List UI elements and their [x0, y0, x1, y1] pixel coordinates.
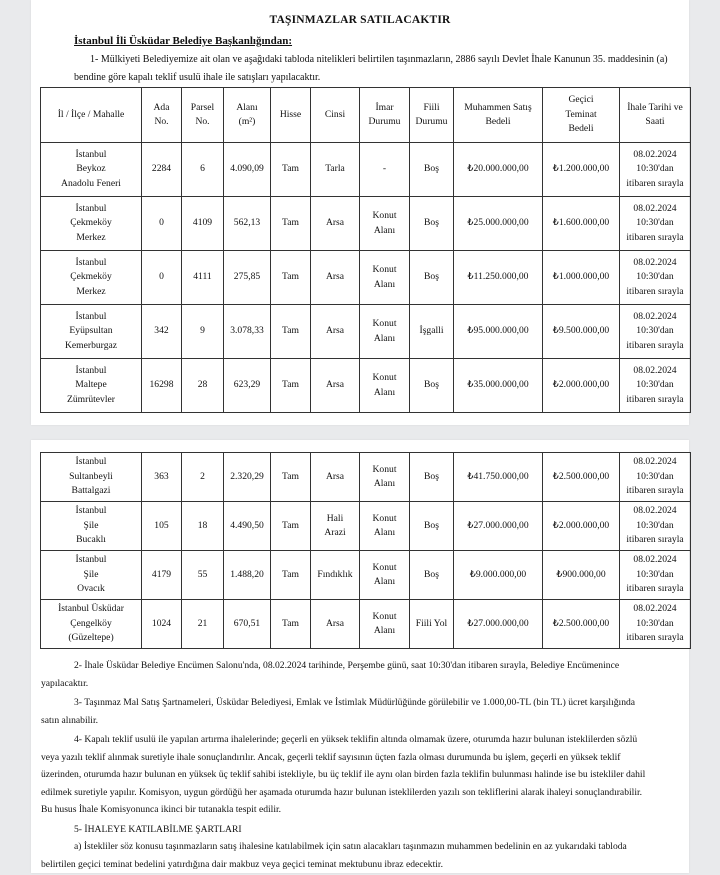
- status-cell: Fiili Yol: [410, 600, 454, 649]
- paragraph-2: 2- İhale Üsküdar Belediye Encümen Salonu'nda, 08.02.2024 tarihinde, Perşembe günü, saat 10:30'dan itibaren sırayla, Belediye Encümenince yapılacaktır.: [41, 660, 620, 689]
- intro-line-1: 1- Mülkiyeti Belediyemize ait olan ve aşağıdaki tabloda nitelikleri belirtilen taşınmazların, 2886 sayılı Devlet İhale Kanunun 35. maddesinin (a): [90, 54, 668, 65]
- ada-cell: 342: [142, 305, 182, 359]
- type-cell: Arsa: [311, 453, 360, 502]
- table-row: [41, 551, 691, 600]
- status-cell: Boş: [410, 453, 454, 502]
- deposit-cell: ₺1.000.000,00: [543, 251, 620, 305]
- area-cell: 4.490,50: [224, 502, 271, 551]
- tender-date-cell: 08.02.2024 10:30'dan itibaren sırayla: [620, 305, 691, 359]
- table-row: [41, 197, 691, 251]
- zoning-cell: Konut Alanı: [360, 359, 410, 413]
- area-cell: 562,13: [224, 197, 271, 251]
- zoning-cell: -: [360, 143, 410, 197]
- status-cell: Boş: [410, 197, 454, 251]
- type-cell: Tarla: [311, 143, 360, 197]
- paragraph-3: 3- Taşınmaz Mal Satış Şartnameleri, Üsküdar Belediyesi, Emlak ve İstimlak Müdürlüğünde görülebilir ve 1.000,00-TL (bin TL) ücret karşılığında satın alınabilir.: [41, 697, 636, 726]
- location-cell: İstanbul Şile Bucaklı: [41, 502, 142, 551]
- price-cell: ₺27.000.000,00: [454, 600, 543, 649]
- ada-cell: 2284: [142, 143, 182, 197]
- price-cell: ₺20.000.000,00: [454, 143, 543, 197]
- share-cell: Tam: [271, 600, 311, 649]
- participation-conditions-heading: 5- İHALEYE KATILABİLME ŞARTLARI: [74, 823, 242, 835]
- share-cell: Tam: [271, 197, 311, 251]
- type-cell: Arsa: [311, 305, 360, 359]
- share-cell: Tam: [271, 551, 311, 600]
- tender-date-cell: 08.02.2024 10:30'dan itibaren sırayla: [620, 359, 691, 413]
- col-hisse: Hisse: [271, 88, 311, 143]
- ada-cell: 0: [142, 251, 182, 305]
- tender-date-cell: 08.02.2024 10:30'dan itibaren sırayla: [620, 143, 691, 197]
- area-cell: 275,85: [224, 251, 271, 305]
- zoning-cell: Konut Alanı: [360, 600, 410, 649]
- property-table-continued: [40, 452, 691, 649]
- location-cell: İstanbul Üsküdar Çengelköy (Güzeltepe): [41, 600, 142, 649]
- parsel-cell: 6: [182, 143, 224, 197]
- tender-date-cell: 08.02.2024 10:30'dan itibaren sırayla: [620, 551, 691, 600]
- area-cell: 623,29: [224, 359, 271, 413]
- price-cell: ₺25.000.000,00: [454, 197, 543, 251]
- status-cell: Boş: [410, 502, 454, 551]
- page-title: TAŞINMAZLAR SATILACAKTIR: [269, 14, 451, 26]
- parsel-cell: 21: [182, 600, 224, 649]
- col-teminat: Geçici Teminat Bedeli: [543, 88, 620, 143]
- deposit-cell: ₺9.500.000,00: [543, 305, 620, 359]
- parsel-cell: 28: [182, 359, 224, 413]
- location-cell: İstanbul Beykoz Anadolu Feneri: [41, 143, 142, 197]
- deposit-cell: ₺1.200.000,00: [543, 143, 620, 197]
- deposit-cell: ₺2.500.000,00: [543, 600, 620, 649]
- type-cell: Fındıklık: [311, 551, 360, 600]
- property-table: [40, 87, 691, 413]
- col-imar: İmar Durumu: [360, 88, 410, 143]
- ada-cell: 363: [142, 453, 182, 502]
- ada-cell: 0: [142, 197, 182, 251]
- table-row: [41, 251, 691, 305]
- ada-cell: 4179: [142, 551, 182, 600]
- issuer-heading: İstanbul İli Üsküdar Belediye Başkanlığından:: [74, 35, 293, 47]
- share-cell: Tam: [271, 143, 311, 197]
- status-cell: Boş: [410, 251, 454, 305]
- location-cell: İstanbul Şile Ovacık: [41, 551, 142, 600]
- deposit-cell: ₺900.000,00: [543, 551, 620, 600]
- col-ihale: İhale Tarihi ve Saati: [620, 88, 691, 143]
- price-cell: ₺41.750.000,00: [454, 453, 543, 502]
- status-cell: İşgalli: [410, 305, 454, 359]
- type-cell: Arsa: [311, 359, 360, 413]
- intro-line-2: bendine göre kapalı teklif usulü ihale ile satışları yapılacaktır.: [74, 72, 321, 83]
- zoning-cell: Konut Alanı: [360, 502, 410, 551]
- deposit-cell: ₺2.000.000,00: [543, 359, 620, 413]
- table-row: [41, 453, 691, 502]
- zoning-cell: Konut Alanı: [360, 251, 410, 305]
- ada-cell: 16298: [142, 359, 182, 413]
- table-row: [41, 305, 691, 359]
- area-cell: 4.090,09: [224, 143, 271, 197]
- share-cell: Tam: [271, 359, 311, 413]
- type-cell: Arsa: [311, 197, 360, 251]
- col-alan: Alanı (m²): [224, 88, 271, 143]
- type-cell: Hali Arazi: [311, 502, 360, 551]
- tender-date-cell: 08.02.2024 10:30'dan itibaren sırayla: [620, 600, 691, 649]
- paragraph-4: 4- Kapalı teklif usulü ile yapılan artırma ihalelerinde; geçerli en yüksek teklifin altında olmamak üzere, oturumda hazır bulunan isteklilerden sözlü veya yazılı teklif alınmak suretiyle ihale sonuçlandırılır. Ancak, geçerli teklif sayısının üçten fazla olması durumunda bu işlem, geçerli en yüksek teklif üzerinden, oturumda hazır bulunan en yüksek üç teklif sahibi istekliyle, bu üç teklif ile aynı olan birden fazla teklifin bulunması halinde ise bu istekliler dahil edilmek suretiyle yapılır. Komisyon, uygun gördüğü her aşamada oturumda hazır bulunan isteklilerden yazılı son tekliflerini alarak ihaleyi sonuçlandırabilir. Bu husus İhale Komisyonunca ikinci bir tutanakla tespit edilir.: [41, 734, 646, 815]
- parsel-cell: 4109: [182, 197, 224, 251]
- zoning-cell: Konut Alanı: [360, 551, 410, 600]
- parsel-cell: 18: [182, 502, 224, 551]
- table-row: [41, 143, 691, 197]
- price-cell: ₺35.000.000,00: [454, 359, 543, 413]
- share-cell: Tam: [271, 251, 311, 305]
- parsel-cell: 2: [182, 453, 224, 502]
- location-cell: İstanbul Eyüpsultan Kemerburgaz: [41, 305, 142, 359]
- table-header-row: [41, 88, 691, 143]
- table-row: [41, 502, 691, 551]
- price-cell: ₺95.000.000,00: [454, 305, 543, 359]
- deposit-cell: ₺1.600.000,00: [543, 197, 620, 251]
- col-location: İl / İlçe / Mahalle: [41, 88, 142, 143]
- status-cell: Boş: [410, 551, 454, 600]
- area-cell: 3.078,33: [224, 305, 271, 359]
- area-cell: 670,51: [224, 600, 271, 649]
- col-parsel: Parsel No.: [182, 88, 224, 143]
- type-cell: Arsa: [311, 251, 360, 305]
- share-cell: Tam: [271, 453, 311, 502]
- parsel-cell: 55: [182, 551, 224, 600]
- intro-paragraph: [74, 51, 676, 87]
- status-cell: Boş: [410, 359, 454, 413]
- parsel-cell: 4111: [182, 251, 224, 305]
- document-page-1: [31, 0, 689, 425]
- area-cell: 2.320,29: [224, 453, 271, 502]
- location-cell: İstanbul Çekmeköy Merkez: [41, 197, 142, 251]
- area-cell: 1.488,20: [224, 551, 271, 600]
- parsel-cell: 9: [182, 305, 224, 359]
- conditions-text: [41, 657, 676, 875]
- deposit-cell: ₺2.000.000,00: [543, 502, 620, 551]
- zoning-cell: Konut Alanı: [360, 453, 410, 502]
- deposit-cell: ₺2.500.000,00: [543, 453, 620, 502]
- zoning-cell: Konut Alanı: [360, 305, 410, 359]
- col-fiili: Fiili Durumu: [410, 88, 454, 143]
- location-cell: İstanbul Çekmeköy Merkez: [41, 251, 142, 305]
- table-row: [41, 359, 691, 413]
- document-page-2: [31, 440, 689, 873]
- tender-date-cell: 08.02.2024 10:30'dan itibaren sırayla: [620, 502, 691, 551]
- price-cell: ₺9.000.000,00: [454, 551, 543, 600]
- location-cell: İstanbul Maltepe Zümrütevler: [41, 359, 142, 413]
- ada-cell: 105: [142, 502, 182, 551]
- tender-date-cell: 08.02.2024 10:30'dan itibaren sırayla: [620, 251, 691, 305]
- tender-date-cell: 08.02.2024 10:30'dan itibaren sırayla: [620, 453, 691, 502]
- col-cinsi: Cinsi: [311, 88, 360, 143]
- price-cell: ₺11.250.000,00: [454, 251, 543, 305]
- share-cell: Tam: [271, 502, 311, 551]
- tender-date-cell: 08.02.2024 10:30'dan itibaren sırayla: [620, 197, 691, 251]
- table-row: [41, 600, 691, 649]
- status-cell: Boş: [410, 143, 454, 197]
- col-bedel: Muhammen Satış Bedeli: [454, 88, 543, 143]
- zoning-cell: Konut Alanı: [360, 197, 410, 251]
- share-cell: Tam: [271, 305, 311, 359]
- type-cell: Arsa: [311, 600, 360, 649]
- ada-cell: 1024: [142, 600, 182, 649]
- price-cell: ₺27.000.000,00: [454, 502, 543, 551]
- paragraph-5a: a) İstekliler söz konusu taşınmazların satış ihalesine katılabilmek için satın alacakları taşınmazın muhammen bedelinin en az yukarıdaki tabloda belirtilen geçici teminat bedelini yatırdığına dair makbuz veya geçici teminat mektubunu ibraz edecektir.: [41, 841, 627, 870]
- col-ada: Ada No.: [142, 88, 182, 143]
- location-cell: İstanbul Sultanbeyli Battalgazi: [41, 453, 142, 502]
